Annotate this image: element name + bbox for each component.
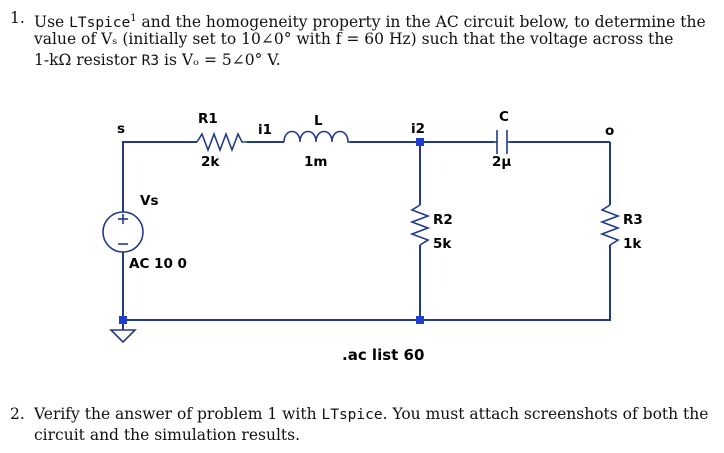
r3-value: 1k: [623, 236, 642, 252]
r2-value: 5k: [433, 236, 452, 252]
problem-2: [10, 404, 710, 448]
l-name: L: [314, 113, 323, 129]
node-dot: [416, 138, 424, 146]
problem-number: 1.: [10, 9, 25, 27]
problem-1-line-3: 1-kΩ resistor R3 is Vₒ = 5∠0° V.: [34, 51, 281, 69]
circuit-schematic: [0, 95, 724, 375]
r3-name: R3: [623, 212, 643, 228]
voltage-source-vs: [103, 212, 143, 252]
c-value: 2μ: [492, 154, 512, 170]
problem-number: 2.: [10, 405, 25, 423]
problem-2-line-2: circuit and the simulation results.: [34, 426, 301, 444]
ground-icon: [111, 330, 135, 342]
r2-name: R2: [433, 212, 453, 228]
l-value: 1m: [304, 154, 328, 170]
node-label-s: s: [117, 121, 126, 137]
vs-value: AC 10 0: [129, 256, 187, 272]
vs-name: Vs: [140, 193, 159, 209]
node-dot: [119, 316, 127, 324]
problem-1-line-1: Use LTspice$^1$ and the homogeneity property in the AC circuit below, to determine the: [34, 13, 706, 32]
problem-1: [10, 8, 710, 72]
r1-name: R1: [198, 111, 218, 127]
c-name: C: [499, 109, 509, 125]
footnote-mark: 1: [130, 13, 137, 24]
r1-value: 2k: [201, 154, 220, 170]
node-label-i2: i2: [411, 121, 426, 137]
node-dot: [416, 316, 424, 324]
node-label-i1: i1: [258, 122, 273, 138]
resistor-r1: [197, 134, 247, 150]
circuit-wires: [123, 142, 610, 330]
capacitor-c: [494, 130, 510, 154]
spice-directive: .ac list 60: [342, 346, 425, 364]
node-label-o: o: [605, 123, 615, 139]
resistor-r3: [602, 205, 618, 245]
problem-1-line-2: value of Vₛ (initially set to 10∠0° with f = 60 Hz) such that the voltage across the: [34, 30, 674, 48]
tool-name: LTspice: [69, 15, 131, 32]
inductor-l: [284, 132, 350, 143]
tool-name: LTspice: [321, 407, 383, 423]
resistor-r2: [412, 205, 428, 245]
problem-2-line-1: Verify the answer of problem 1 with LTspice. You must attach screenshots of both the: [34, 405, 709, 423]
